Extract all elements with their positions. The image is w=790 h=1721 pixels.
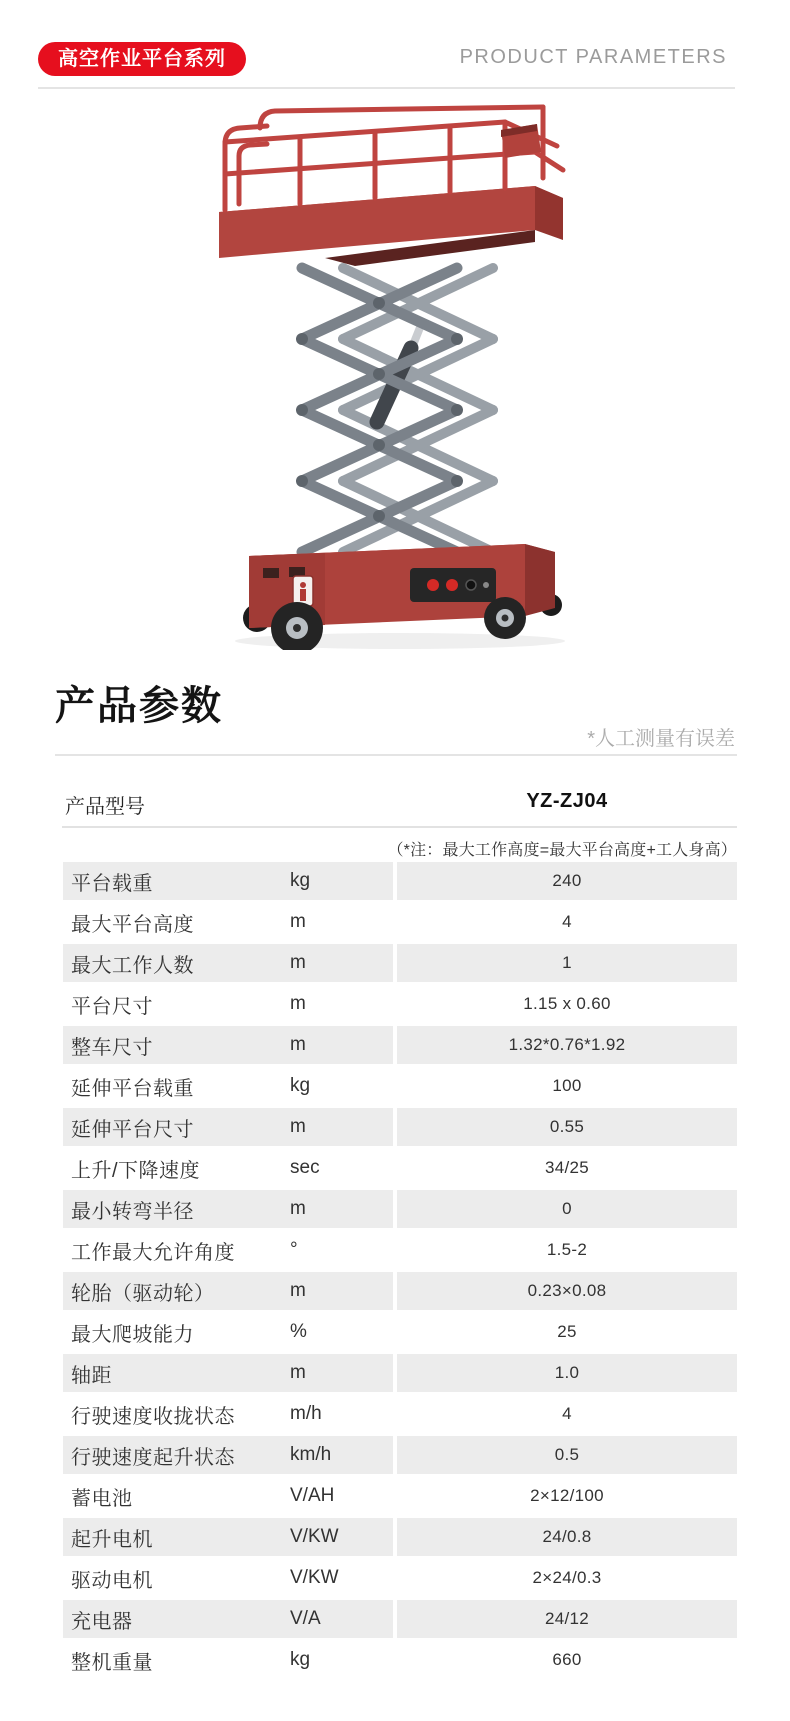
table-row [63,1436,737,1474]
spec-value: 0 [562,1199,572,1218]
spec-label-cell [63,985,393,1023]
spec-value: 0.55 [549,1117,585,1136]
table-row [63,1518,737,1556]
spec-value-cell [397,1026,737,1064]
spec-value-cell [397,862,737,900]
table-row [63,1641,737,1679]
table-row [63,1231,737,1269]
series-badge: 高空作业平台系列 [38,42,246,76]
table-row [63,1600,737,1638]
spec-value-cell [397,1354,737,1392]
spec-unit: m/h [290,1403,322,1424]
spec-label-cell [63,1272,393,1310]
table-row [63,1190,737,1228]
spec-label-cell [63,1149,393,1187]
table-row [63,1272,737,1310]
model-value: YZ-ZJ04 [526,790,608,812]
spec-label: 平台载重 [71,872,153,895]
spec-label: 整机重量 [71,1651,153,1674]
spec-unit: km/h [290,1444,332,1465]
spec-value: 1.15 x 0.60 [523,994,611,1013]
spec-value-cell [397,1108,737,1146]
spec-value: 0.23×0.08 [527,1281,607,1300]
spec-label-cell [63,1600,393,1638]
spec-unit: m [290,1280,306,1301]
spec-unit: ° [290,1239,298,1260]
table-row [63,944,737,982]
model-divider [62,826,737,828]
spec-label: 行驶速度起升状态 [71,1446,235,1469]
table-row [63,1149,737,1187]
table-row [63,1477,737,1515]
spec-unit: % [290,1321,307,1342]
spec-label-cell [63,862,393,900]
spec-label-cell [63,1313,393,1351]
spec-label: 最小转弯半径 [71,1200,194,1223]
spec-value: 0.5 [554,1445,580,1464]
spec-label: 最大平台高度 [71,913,194,936]
table-row [63,1108,737,1146]
spec-label-cell [63,1436,393,1474]
spec-value: 660 [552,1650,582,1669]
spec-label: 最大爬坡能力 [71,1323,194,1346]
spec-value: 2×24/0.3 [532,1568,602,1587]
spec-value-cell [397,1149,737,1187]
spec-value: 25 [557,1322,577,1341]
spec-label-cell [63,1641,393,1679]
spec-value-cell [397,1272,737,1310]
spec-unit: m [290,952,306,973]
spec-label: 充电器 [71,1610,133,1633]
spec-value-cell [397,1231,737,1269]
spec-value: 1.5-2 [546,1240,588,1259]
spec-value-cell [397,1190,737,1228]
spec-unit: sec [290,1157,320,1178]
spec-label: 轮胎（驱动轮） [71,1282,215,1305]
spec-label-cell [63,1231,393,1269]
table-note: （*注：最大工作高度=最大平台高度+工人身高） [387,842,737,859]
spec-unit: V/A [290,1608,321,1629]
spec-label: 轴距 [71,1364,112,1387]
product-parameters-label: PRODUCT PARAMETERS [459,46,727,68]
spec-value-cell [397,1518,737,1556]
measurement-note: *人工测量有误差 [587,728,735,750]
section-title: 产品参数 [55,684,223,728]
table-row [63,1067,737,1105]
table-row [63,1559,737,1597]
header-divider [38,87,735,89]
spec-label: 延伸平台尺寸 [71,1118,194,1141]
table-row [63,985,737,1023]
spec-unit: m [290,993,306,1014]
spec-label-cell [63,1477,393,1515]
spec-label: 平台尺寸 [71,995,153,1018]
spec-label-cell [63,1067,393,1105]
spec-unit: kg [290,1649,311,1670]
spec-unit: kg [290,1075,311,1096]
spec-label-cell [63,1190,393,1228]
scissor-lift-image [205,100,585,650]
spec-value-cell [397,1395,737,1433]
spec-value: 24/12 [544,1609,590,1628]
spec-value-cell [397,1641,737,1679]
table-row [63,862,737,900]
spec-label: 工作最大允许角度 [71,1241,235,1264]
spec-unit: m [290,1198,306,1219]
spec-value: 24/0.8 [542,1527,592,1546]
spec-label: 上升/下降速度 [71,1159,201,1182]
spec-unit: m [290,911,306,932]
spec-value: 4 [562,912,572,931]
spec-unit: m [290,1116,306,1137]
table-row [63,903,737,941]
table-row [63,1313,737,1351]
spec-unit: V/KW [290,1567,339,1588]
spec-unit: kg [290,870,311,891]
spec-unit: V/KW [290,1526,339,1547]
spec-label: 起升电机 [71,1528,153,1551]
spec-label: 延伸平台载重 [71,1077,194,1100]
spec-value: 100 [552,1076,582,1095]
spec-label: 行驶速度收拢状态 [71,1405,235,1428]
spec-value: 1 [562,953,572,972]
spec-label-cell [63,1354,393,1392]
spec-value-cell [397,1436,737,1474]
spec-label-cell [63,1559,393,1597]
spec-label: 整车尺寸 [71,1036,153,1059]
spec-label: 最大工作人数 [71,954,194,977]
table-row [63,1354,737,1392]
spec-rows [63,862,737,1682]
spec-value: 1.32*0.76*1.92 [508,1035,626,1054]
spec-value-cell [397,985,737,1023]
spec-label-cell [63,944,393,982]
spec-value-cell [397,1559,737,1597]
spec-unit: m [290,1362,306,1383]
spec-value-cell [397,1067,737,1105]
spec-label-cell [63,1108,393,1146]
spec-value-cell [397,1600,737,1638]
spec-value-cell [397,1477,737,1515]
spec-value: 2×12/100 [530,1486,604,1505]
spec-value-cell [397,1313,737,1351]
spec-value-cell [397,903,737,941]
spec-label-cell [63,1395,393,1433]
spec-value: 4 [562,1404,572,1423]
model-label: 产品型号 [65,796,145,818]
spec-value: 240 [552,871,582,890]
spec-label: 蓄电池 [71,1487,133,1510]
product-image-area [0,100,790,660]
section-divider [55,754,737,756]
spec-label-cell [63,1026,393,1064]
spec-value: 34/25 [544,1158,590,1177]
spec-value-cell [397,944,737,982]
spec-unit: m [290,1034,306,1055]
spec-label-cell [63,903,393,941]
spec-value: 1.0 [554,1363,580,1382]
spec-label-cell [63,1518,393,1556]
table-row [63,1395,737,1433]
spec-label: 驱动电机 [71,1569,153,1592]
spec-unit: V/AH [290,1485,335,1506]
table-row [63,1026,737,1064]
